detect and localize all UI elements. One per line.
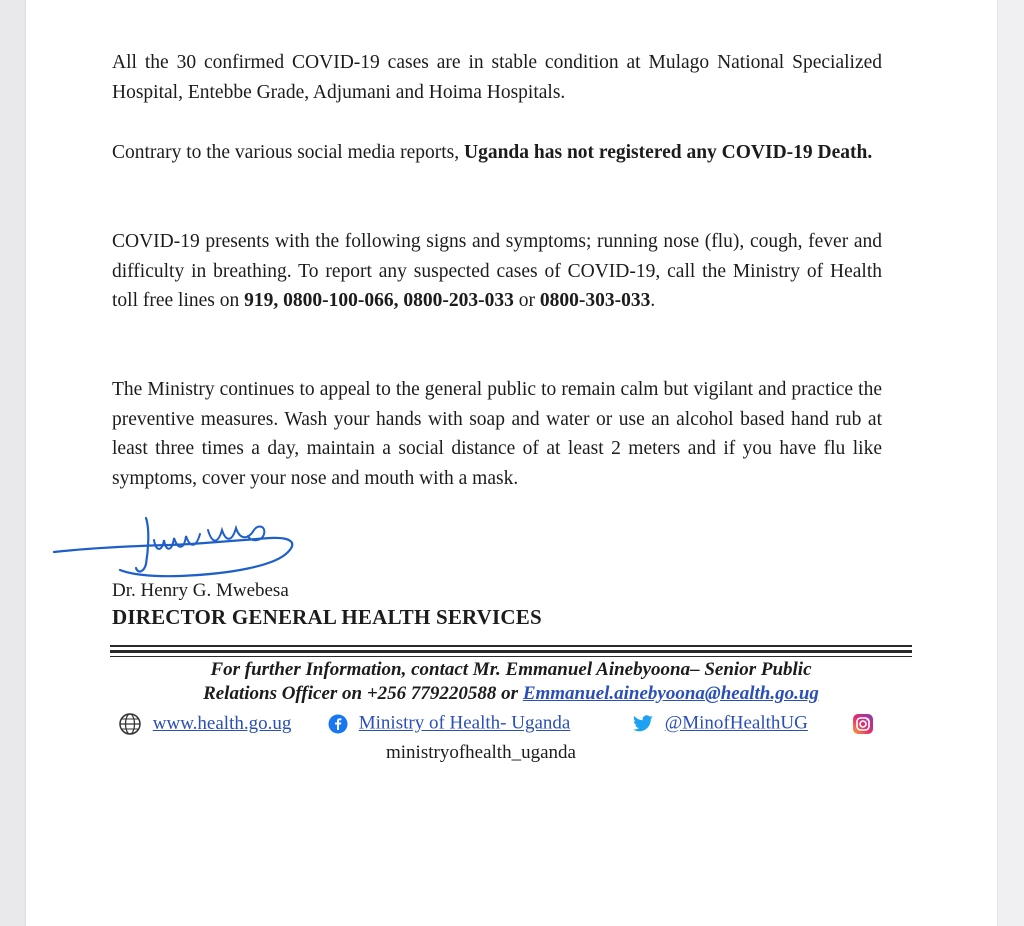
- signer-name: Dr. Henry G. Mwebesa: [112, 580, 289, 601]
- facebook-item: [328, 712, 570, 742]
- paragraph-no-deaths: Contrary to the various social media reports, Uganda has not registered any COVID-19 Death.: [112, 142, 873, 163]
- contact-line-2: Relations Officer on +256 779220588 or Emmanuel.ainebyoona@health.go.ug: [203, 683, 819, 704]
- no-deaths-emphasis: Uganda has not registered any COVID-19 Death.: [464, 142, 873, 163]
- instagram-item: [852, 712, 880, 742]
- divider-line: [110, 650, 912, 653]
- twitter-icon: [632, 715, 654, 733]
- toll-free-number-last: 0800-303-033: [539, 290, 651, 311]
- handwritten-signature: [50, 500, 300, 590]
- viewer-background: [997, 0, 1024, 926]
- paragraph-preventive-measures: The Ministry continues to appeal to the general public to remain calm but vigilant and practice the preventive measures. Wash your hands with soap and water or use an alcohol based hand rub at least three times a day, maintain a social distance of at least 2 meters and if you have flu like symptoms, cover your nose and mouth with a mask.: [112, 379, 882, 489]
- website-link[interactable]: www.health.go.ug: [152, 713, 292, 734]
- facebook-link[interactable]: Ministry of Health- Uganda: [358, 712, 571, 734]
- instagram-handle[interactable]: ministryofhealth_uganda: [386, 742, 576, 763]
- document-page: [26, 0, 997, 926]
- email-link[interactable]: Emmanuel.ainebyoona@health.go.ug: [522, 683, 819, 704]
- signer-title: DIRECTOR GENERAL HEALTH SERVICES: [112, 605, 542, 629]
- paragraph-symptoms: COVID-19 presents with the following signs and symptoms; running nose (flu), cough, fever and difficulty in breathing. To report any suspected cases of COVID-19, call the Ministry of Health toll free lines on 919, 0800-100-066, 0800-203-033 or 0800-303-033.: [112, 231, 882, 311]
- twitter-item: [632, 712, 808, 742]
- toll-free-numbers: 919, 0800-100-066, 0800-203-033: [244, 290, 514, 311]
- instagram-icon[interactable]: [852, 713, 874, 735]
- divider-line: [110, 645, 912, 647]
- paragraph-case-status: All the 30 confirmed COVID-19 cases are in stable condition at Mulago National Specialized Hospital, Entebbe Grade, Adjumani and Hoima Hospitals.: [112, 52, 882, 103]
- contact-line-1: For further Information, contact Mr. Emmanuel Ainebyoona– Senior Public: [210, 659, 812, 680]
- website-item: [118, 712, 291, 742]
- facebook-icon: [328, 714, 348, 734]
- globe-icon: [118, 712, 142, 736]
- twitter-link[interactable]: @MinofHealthUG: [664, 712, 808, 734]
- contact-info: [110, 658, 912, 706]
- divider-line: [110, 656, 912, 657]
